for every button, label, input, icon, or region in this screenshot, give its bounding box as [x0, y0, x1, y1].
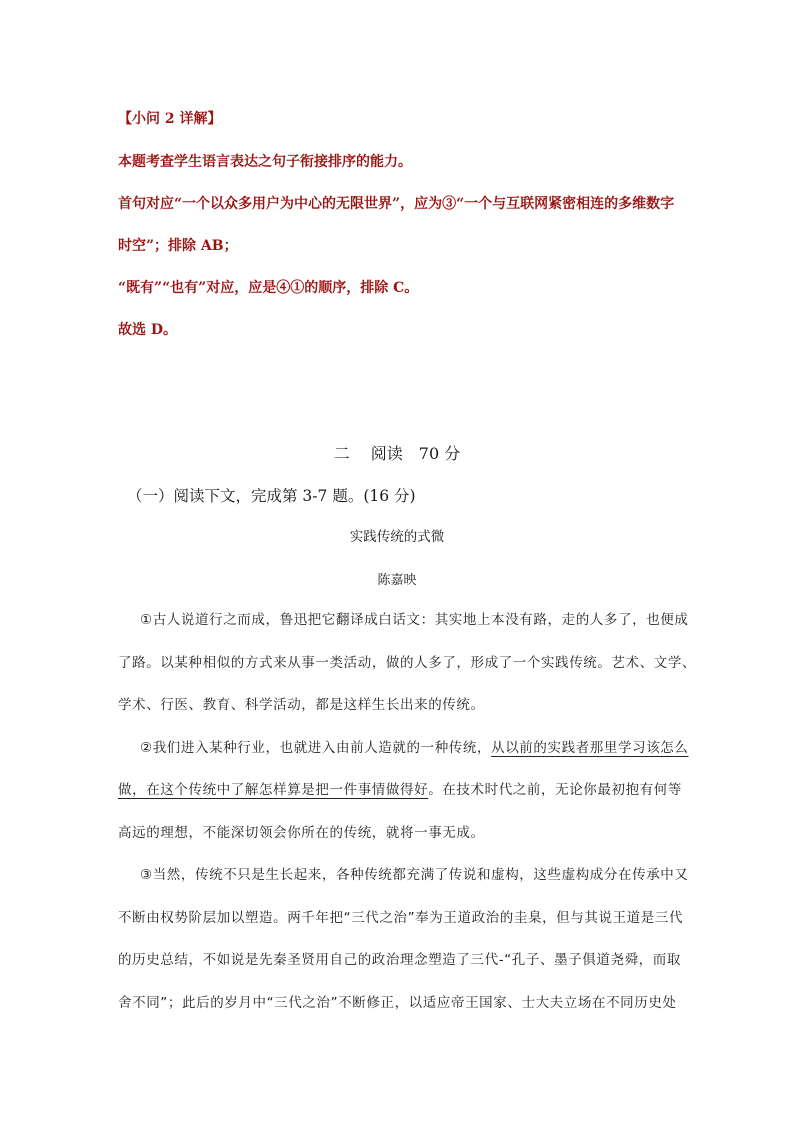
article-author: 陈嘉映: [377, 573, 417, 588]
paragraph-1-line-1: ①古人说道行之而成，鲁迅把它翻译成白话文：其实地上本没有路，走的人多了，也便成: [140, 612, 689, 628]
paragraph-3-line-1: ③当然，传统不只是生长起来，各种传统都充满了传说和虚构，这些虚构成分在传承中又: [140, 867, 689, 883]
paragraph-2-text: ②我们进入某种行业，也就进入由前人造就的一种传统，: [140, 740, 492, 756]
paragraph-2-line-1: [140, 736, 700, 756]
paragraph-2-line-2: [118, 778, 683, 798]
answer-line-5: 故选 D。: [118, 322, 178, 338]
section-title: 二 阅读 70 分: [333, 444, 461, 463]
paragraph-1-line-2: 了路。以某种相似的方式来从事一类活动，做的人多了，形成了一个实践传统。艺术、文学、: [118, 655, 697, 671]
answer-line-1: 本题考查学生语言表达之句子衔接排序的能力。: [118, 154, 412, 170]
answer-line-3: 时空”；排除 AB；: [118, 238, 238, 254]
section-subtitle: （一）阅读下文，完成第 3-7 题。(16 分): [127, 487, 416, 505]
article-title: 实践传统的式微: [349, 529, 445, 545]
underlined-text: 从以前的实践者那里学习该怎么: [491, 740, 689, 756]
answer-line-4: “既有”“也有”对应，应是④①的顺序，排除 C。: [118, 280, 419, 296]
paragraph-2-line-3: 高远的理想，不能深切领会你所在的传统，就将一事无成。: [118, 825, 485, 841]
answer-heading: 【小问 2 详解】: [118, 111, 222, 127]
paragraph-3-line-2: 不断由权势阶层加以塑造。两千年把“三代之治”奉为王道政治的圭臬，但与其说王道是三代: [118, 910, 684, 926]
paragraph-2-text: 。在技术时代之前，无论你最初抱有何等: [428, 782, 683, 798]
underlined-text: 做，在这个传统中了解怎样算是把一件事情做得好: [118, 782, 429, 798]
paragraph-3-line-3: 的历史总结，不如说是先秦圣贤用自己的政治理念塑造了三代-“孔子、墨子俱道尧舜，而取: [118, 952, 681, 968]
answer-line-2: 首句对应“一个以众多用户为中心的无限世界”，应为③“一个与互联网紧密相连的多维数字: [118, 196, 675, 212]
paragraph-1-line-3: 学术、行医、教育、科学活动，都是这样生长出来的传统。: [118, 697, 485, 713]
paragraph-3-line-4: 舍不同”；此后的岁月中“三代之治”不断修正，以适应帝王国家、士大夫立场在不同历史处: [118, 995, 677, 1011]
